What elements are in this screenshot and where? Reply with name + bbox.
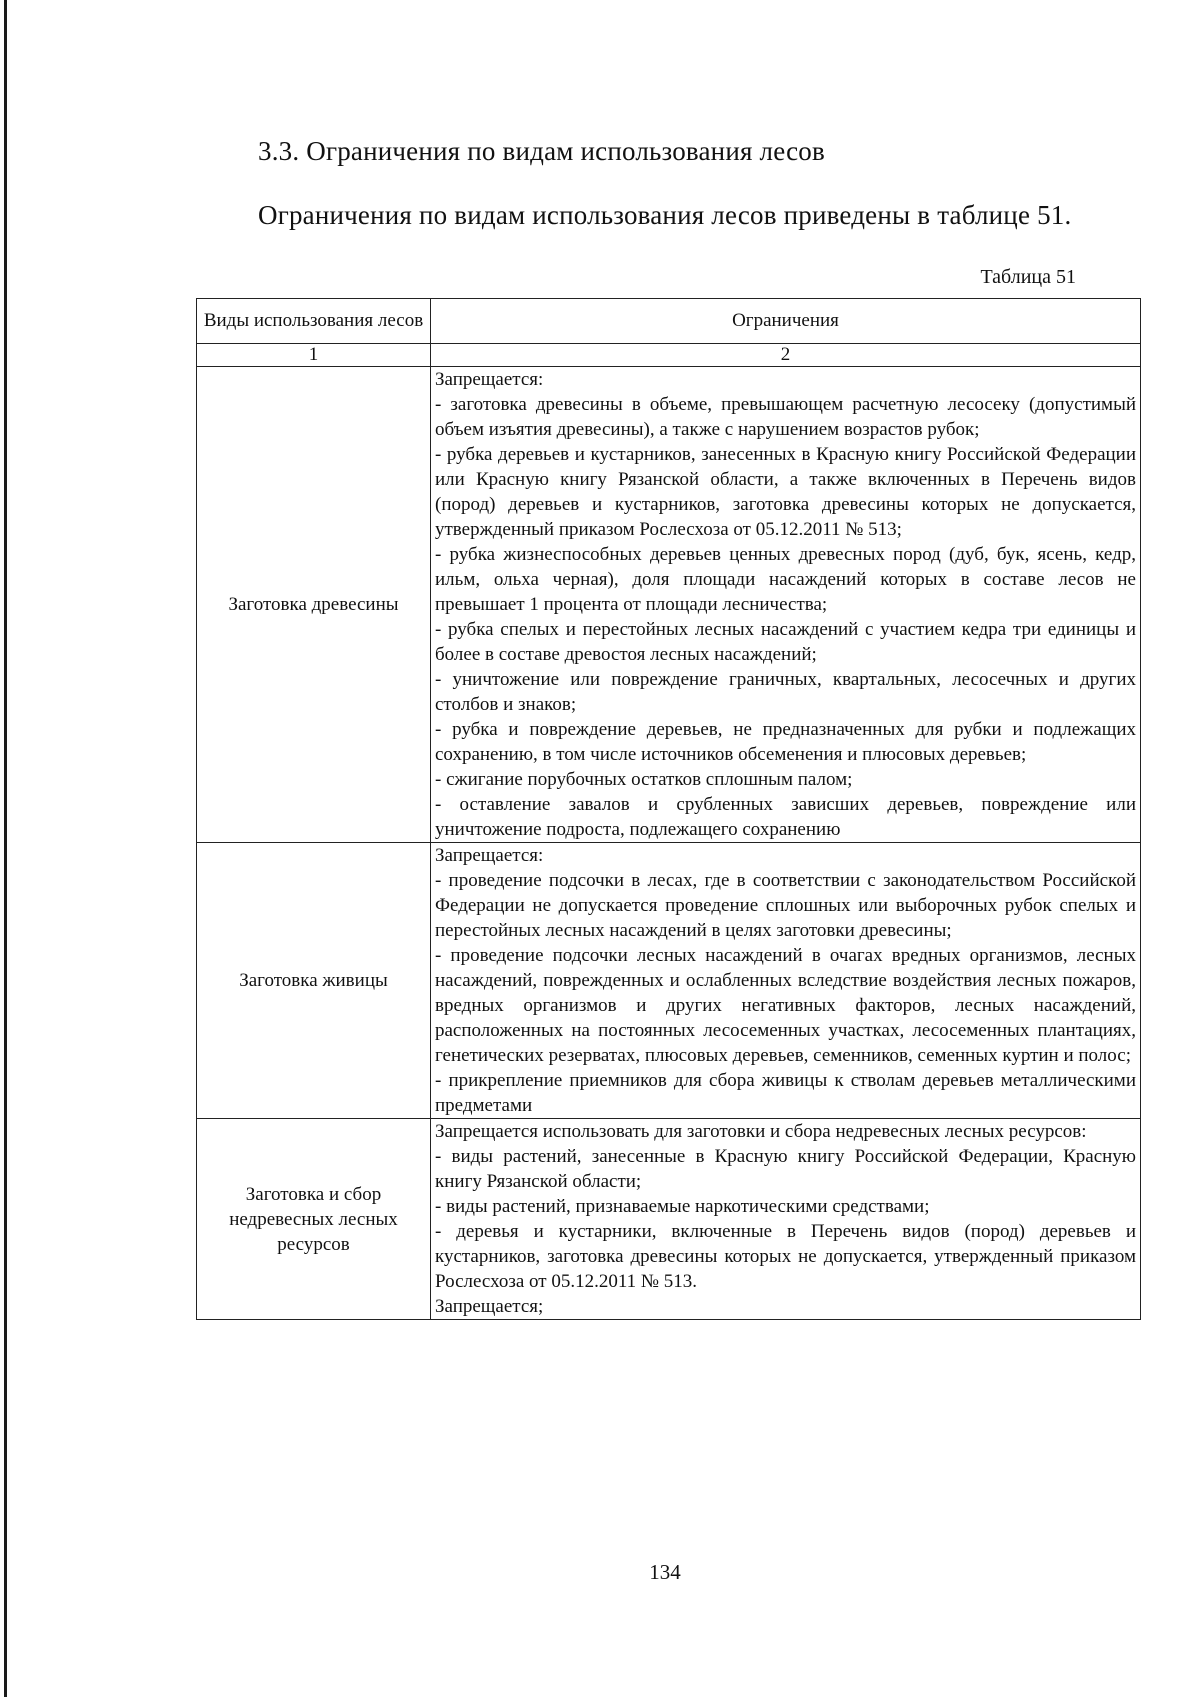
header-restrictions: Ограничения	[431, 299, 1141, 344]
restrictions-table	[196, 298, 1141, 1320]
kind-cell: Заготовка древесины	[197, 367, 431, 843]
rules-cell	[431, 1119, 1141, 1320]
rule-line: - деревья и кустарники, включенные в Перечень видов (пород) деревьев и кустарников, заготовка древесины которых не допускается, утвержденный приказом Рослесхоза от 05.12.2011 № 513.	[435, 1221, 1136, 1292]
section-title: 3.3. Ограничения по видам использования лесов	[258, 136, 825, 166]
rule-line: - прикрепление приемников для сбора живицы к стволам деревьев металлическими предметами	[435, 1070, 1136, 1116]
rule-line: Запрещается;	[435, 1296, 544, 1317]
column-number-row	[197, 344, 1141, 367]
table-row-resin	[197, 843, 1141, 1119]
kind-cell: Заготовка живицы	[197, 843, 431, 1119]
scan-edge-line	[4, 0, 7, 1697]
header-kind: Виды использования лесов	[197, 299, 431, 344]
rule-line: Запрещается использовать для заготовки и сбора недревесных лесных ресурсов:	[435, 1121, 1087, 1142]
rule-line: - рубка спелых и перестойных лесных насаждений с участием кедра три единицы и более в составе древостоя лесных насаждений;	[435, 619, 1136, 665]
rules-cell	[431, 843, 1141, 1119]
rule-line: - сжигание порубочных остатков сплошным палом;	[435, 769, 853, 790]
section-intro: Ограничения по видам использования лесов приведены в таблице 51.	[258, 200, 1072, 230]
table-header-row	[197, 299, 1141, 344]
rule-line: - рубка жизнеспособных деревьев ценных древесных пород (дуб, бук, ясень, кедр, ильм, ольха черная), доля площади насаждений которых в составе лесов не превышает 1 процента от площади лесничества;	[435, 544, 1136, 615]
column-number-1: 1	[197, 344, 431, 367]
rule-line: Запрещается:	[435, 845, 544, 866]
rule-line: - виды растений, занесенные в Красную книгу Российской Федерации, Красную книгу Рязанской области;	[435, 1146, 1136, 1192]
rule-line: - проведение подсочки лесных насаждений в очагах вредных организмов, лесных насаждений, поврежденных и ослабленных вследствие воздействия лесных пожаров, вредных организмов и других негативных факторов, лесных насаждений, расположенных на постоянных лесосеменных участках, лесосеменных плантациях, генетических резерватах, плюсовых деревьев, семенников, семенных куртин и полос;	[435, 945, 1136, 1066]
rule-line: - проведение подсочки в лесах, где в соответствии с законодательством Российской Федерации не допускается проведение сплошных или выборочных рубок спелых и перестойных лесных насаждений в целях заготовки древесины;	[435, 870, 1136, 941]
rule-line: - рубка и повреждение деревьев, не предназначенных для рубки и подлежащих сохранению, в том числе источников обсеменения и плюсовых деревьев;	[435, 719, 1136, 765]
table-caption: Таблица 51	[980, 266, 1076, 288]
rule-line: - уничтожение или повреждение граничных, квартальных, лесосечных и других столбов и знаков;	[435, 669, 1136, 715]
rule-line: Запрещается:	[435, 369, 544, 390]
rule-line: - заготовка древесины в объеме, превышающем расчетную лесосеку (допустимый объем изъятия древесины), а также с нарушением возрастов рубок;	[435, 394, 1136, 440]
rule-line: - виды растений, признаваемые наркотическими средствами;	[435, 1196, 930, 1217]
kind-cell: Заготовка и сбор недревесных лесных ресурсов	[197, 1119, 431, 1320]
rules-cell	[431, 367, 1141, 843]
column-number-2: 2	[431, 344, 1141, 367]
table-row-timber	[197, 367, 1141, 843]
rule-line: - рубка деревьев и кустарников, занесенных в Красную книгу Российской Федерации или Красную книгу Рязанской области, а также включенных в Перечень видов (пород) деревьев и кустарников, заготовка древесины которых не допускается, утвержденный приказом Рослесхоза от 05.12.2011 № 513;	[435, 444, 1136, 540]
rule-line: - оставление завалов и срубленных зависших деревьев, повреждение или уничтожение подроста, подлежащего сохранению	[435, 794, 1136, 840]
page-number: 134	[649, 1560, 681, 1584]
table-row-non-timber	[197, 1119, 1141, 1320]
